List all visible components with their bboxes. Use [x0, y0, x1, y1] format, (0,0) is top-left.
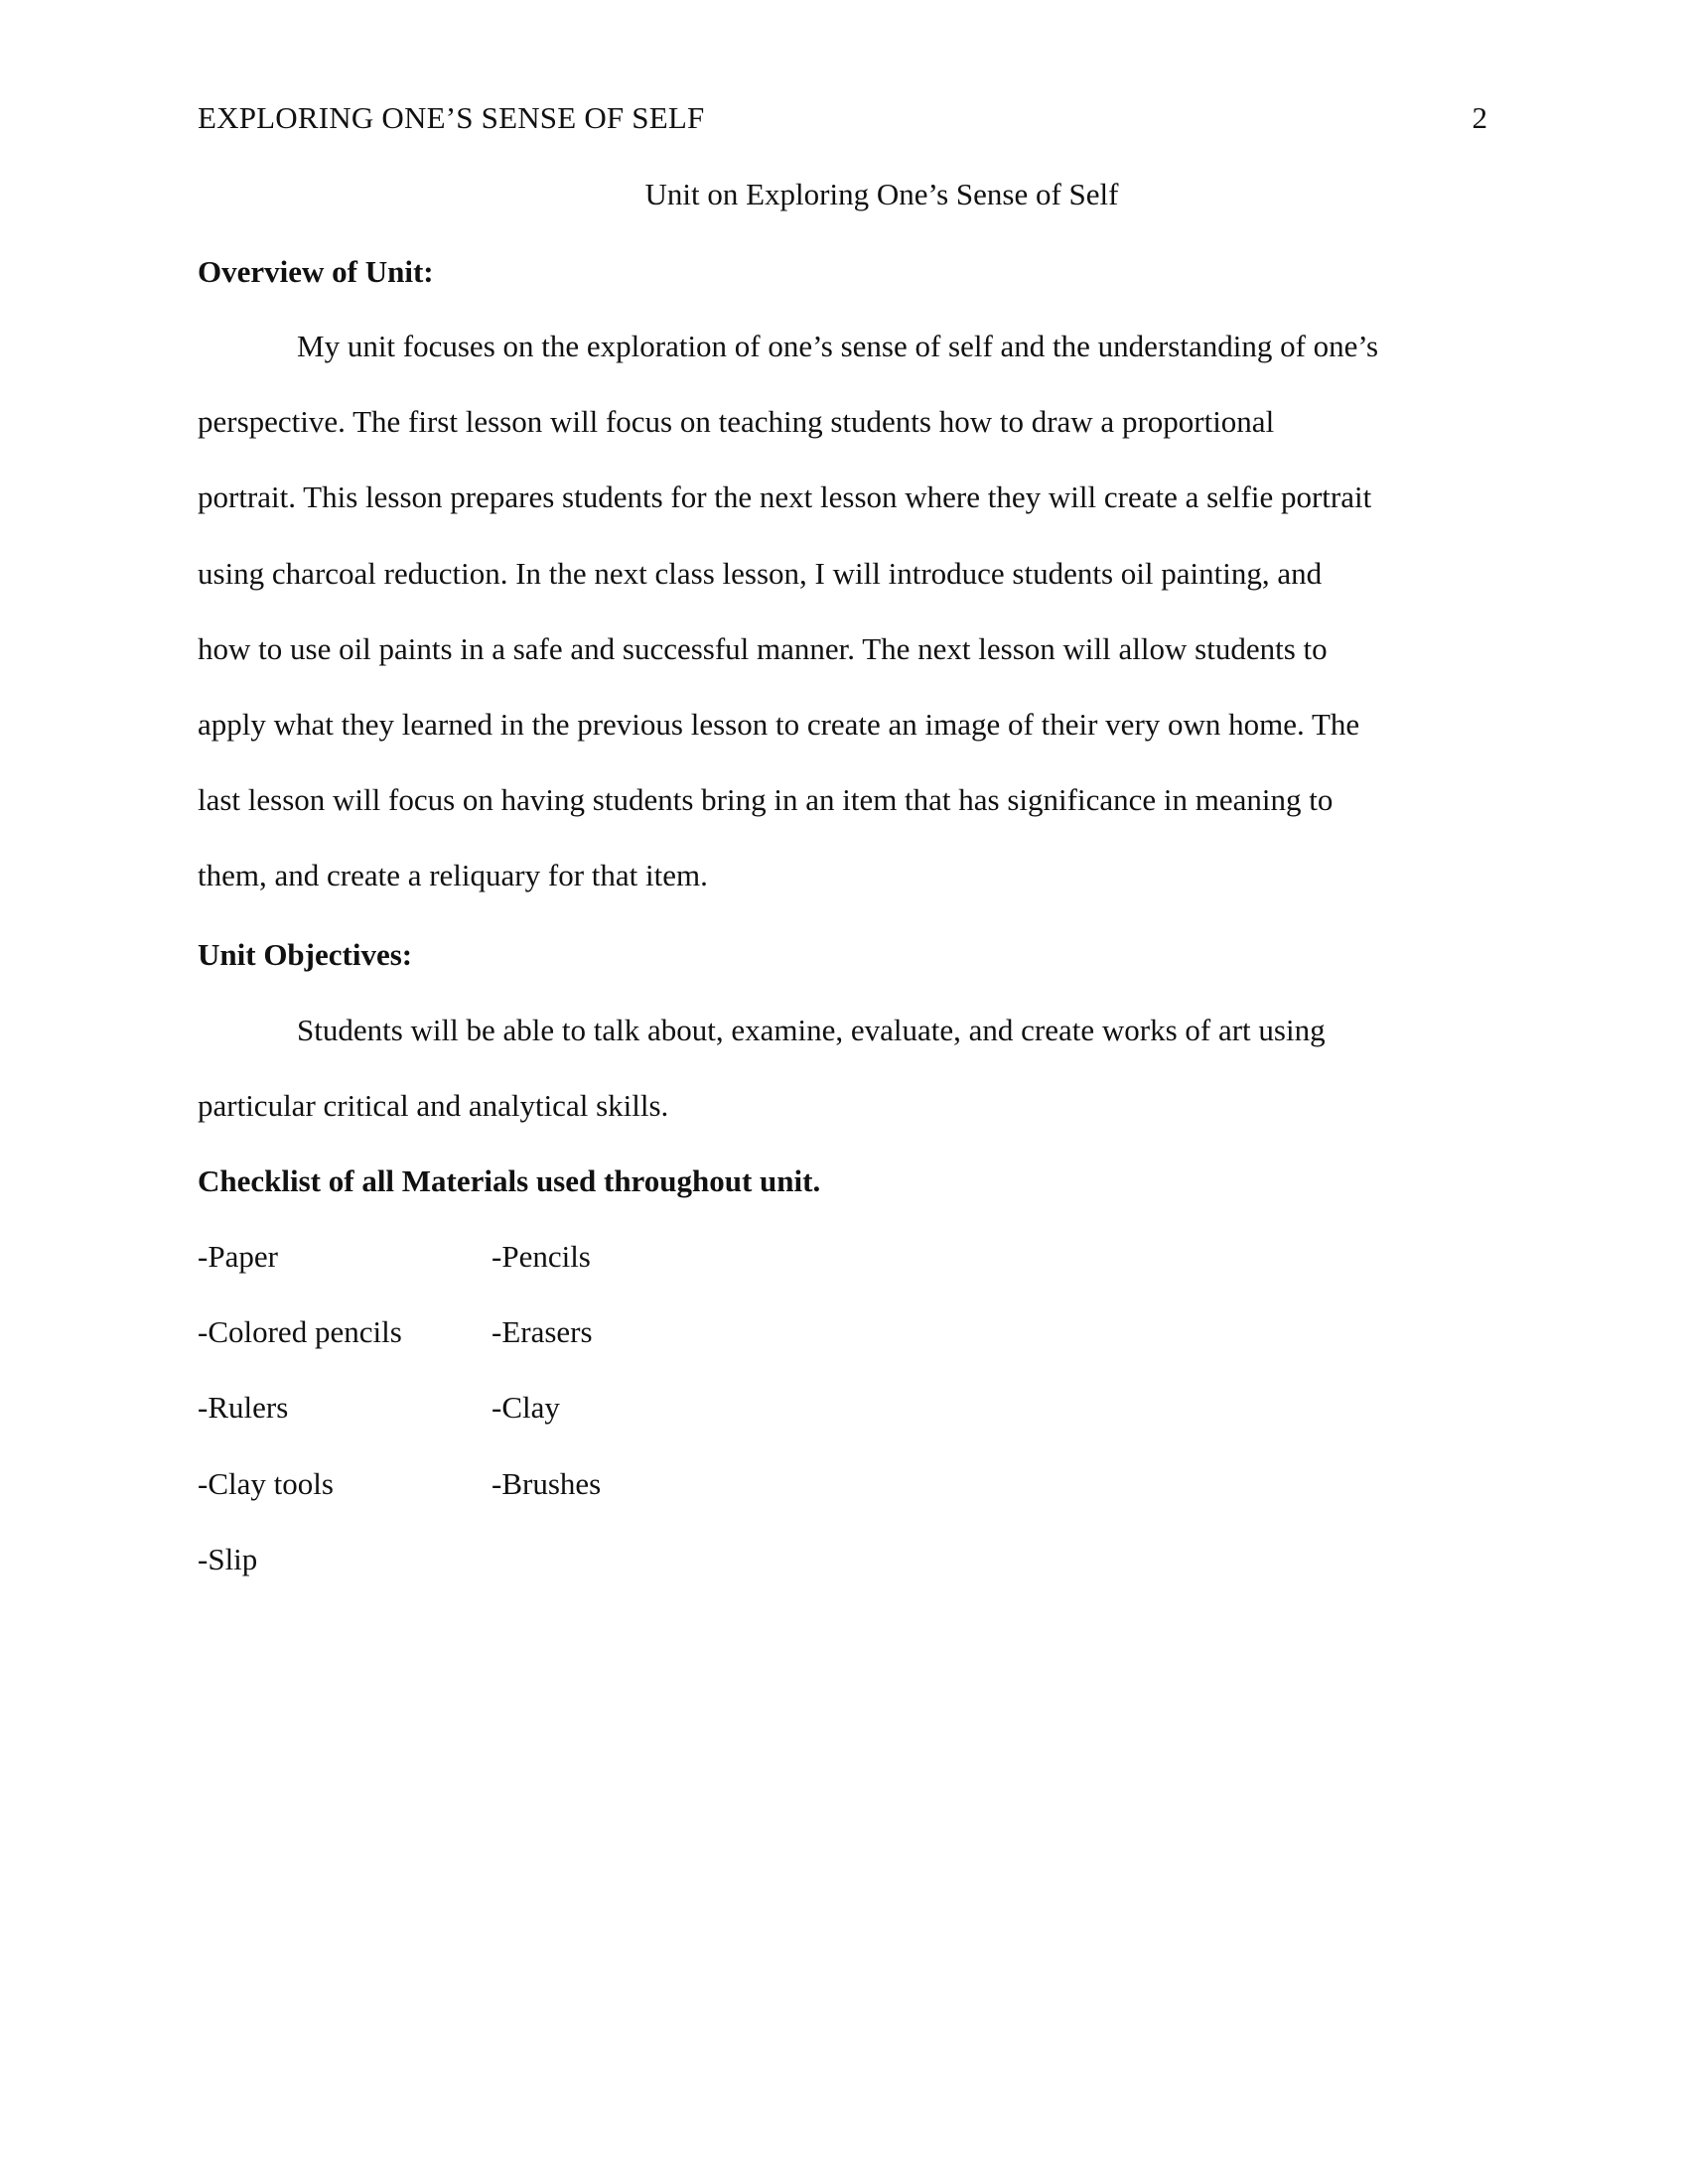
- overview-line: last lesson will focus on having students bring in an item that has significance in meaning to: [198, 782, 1334, 818]
- running-head: EXPLORING ONE’S SENSE OF SELF: [198, 100, 705, 135]
- overview-heading: Overview of Unit:: [198, 254, 434, 289]
- overview-line: portrait. This lesson prepares students for the next lesson where they will create a selfie portrait: [198, 479, 1372, 515]
- objectives-paragraph: [198, 993, 1488, 1144]
- page-number: 2: [1472, 100, 1487, 135]
- materials-heading: Checklist of all Materials used throughout unit.: [198, 1163, 821, 1198]
- objectives-heading: Unit Objectives:: [198, 937, 413, 972]
- objectives-line: particular critical and analytical skills.: [198, 1088, 669, 1124]
- material-item: -Clay: [492, 1390, 560, 1426]
- overview-line: them, and create a reliquary for that item.: [198, 858, 708, 893]
- overview-line: how to use oil paints in a safe and successful manner. The next lesson will allow students to: [198, 630, 1328, 666]
- material-item: -Pencils: [492, 1239, 591, 1274]
- overview-paragraph: [198, 309, 1488, 914]
- material-item: -Slip: [198, 1541, 258, 1576]
- material-item: -Paper: [198, 1239, 278, 1274]
- material-item: -Brushes: [492, 1465, 602, 1501]
- overview-line: My unit focuses on the exploration of one’s sense of self and the understanding of one’s: [297, 329, 1379, 363]
- objectives-line: Students will be able to talk about, examine, evaluate, and create works of art using: [297, 1013, 1326, 1047]
- overview-line: using charcoal reduction. In the next class lesson, I will introduce students oil painting, and: [198, 555, 1323, 591]
- document-title: Unit on Exploring One’s Sense of Self: [644, 177, 1119, 211]
- material-item: -Rulers: [198, 1390, 289, 1426]
- overview-line: apply what they learned in the previous lesson to create an image of their very own home. The: [198, 707, 1360, 743]
- material-item: -Colored pencils: [198, 1314, 402, 1350]
- material-item: -Clay tools: [198, 1465, 334, 1501]
- material-item: -Erasers: [492, 1314, 593, 1350]
- overview-line: perspective. The first lesson will focus on teaching students how to draw a proportional: [198, 404, 1275, 440]
